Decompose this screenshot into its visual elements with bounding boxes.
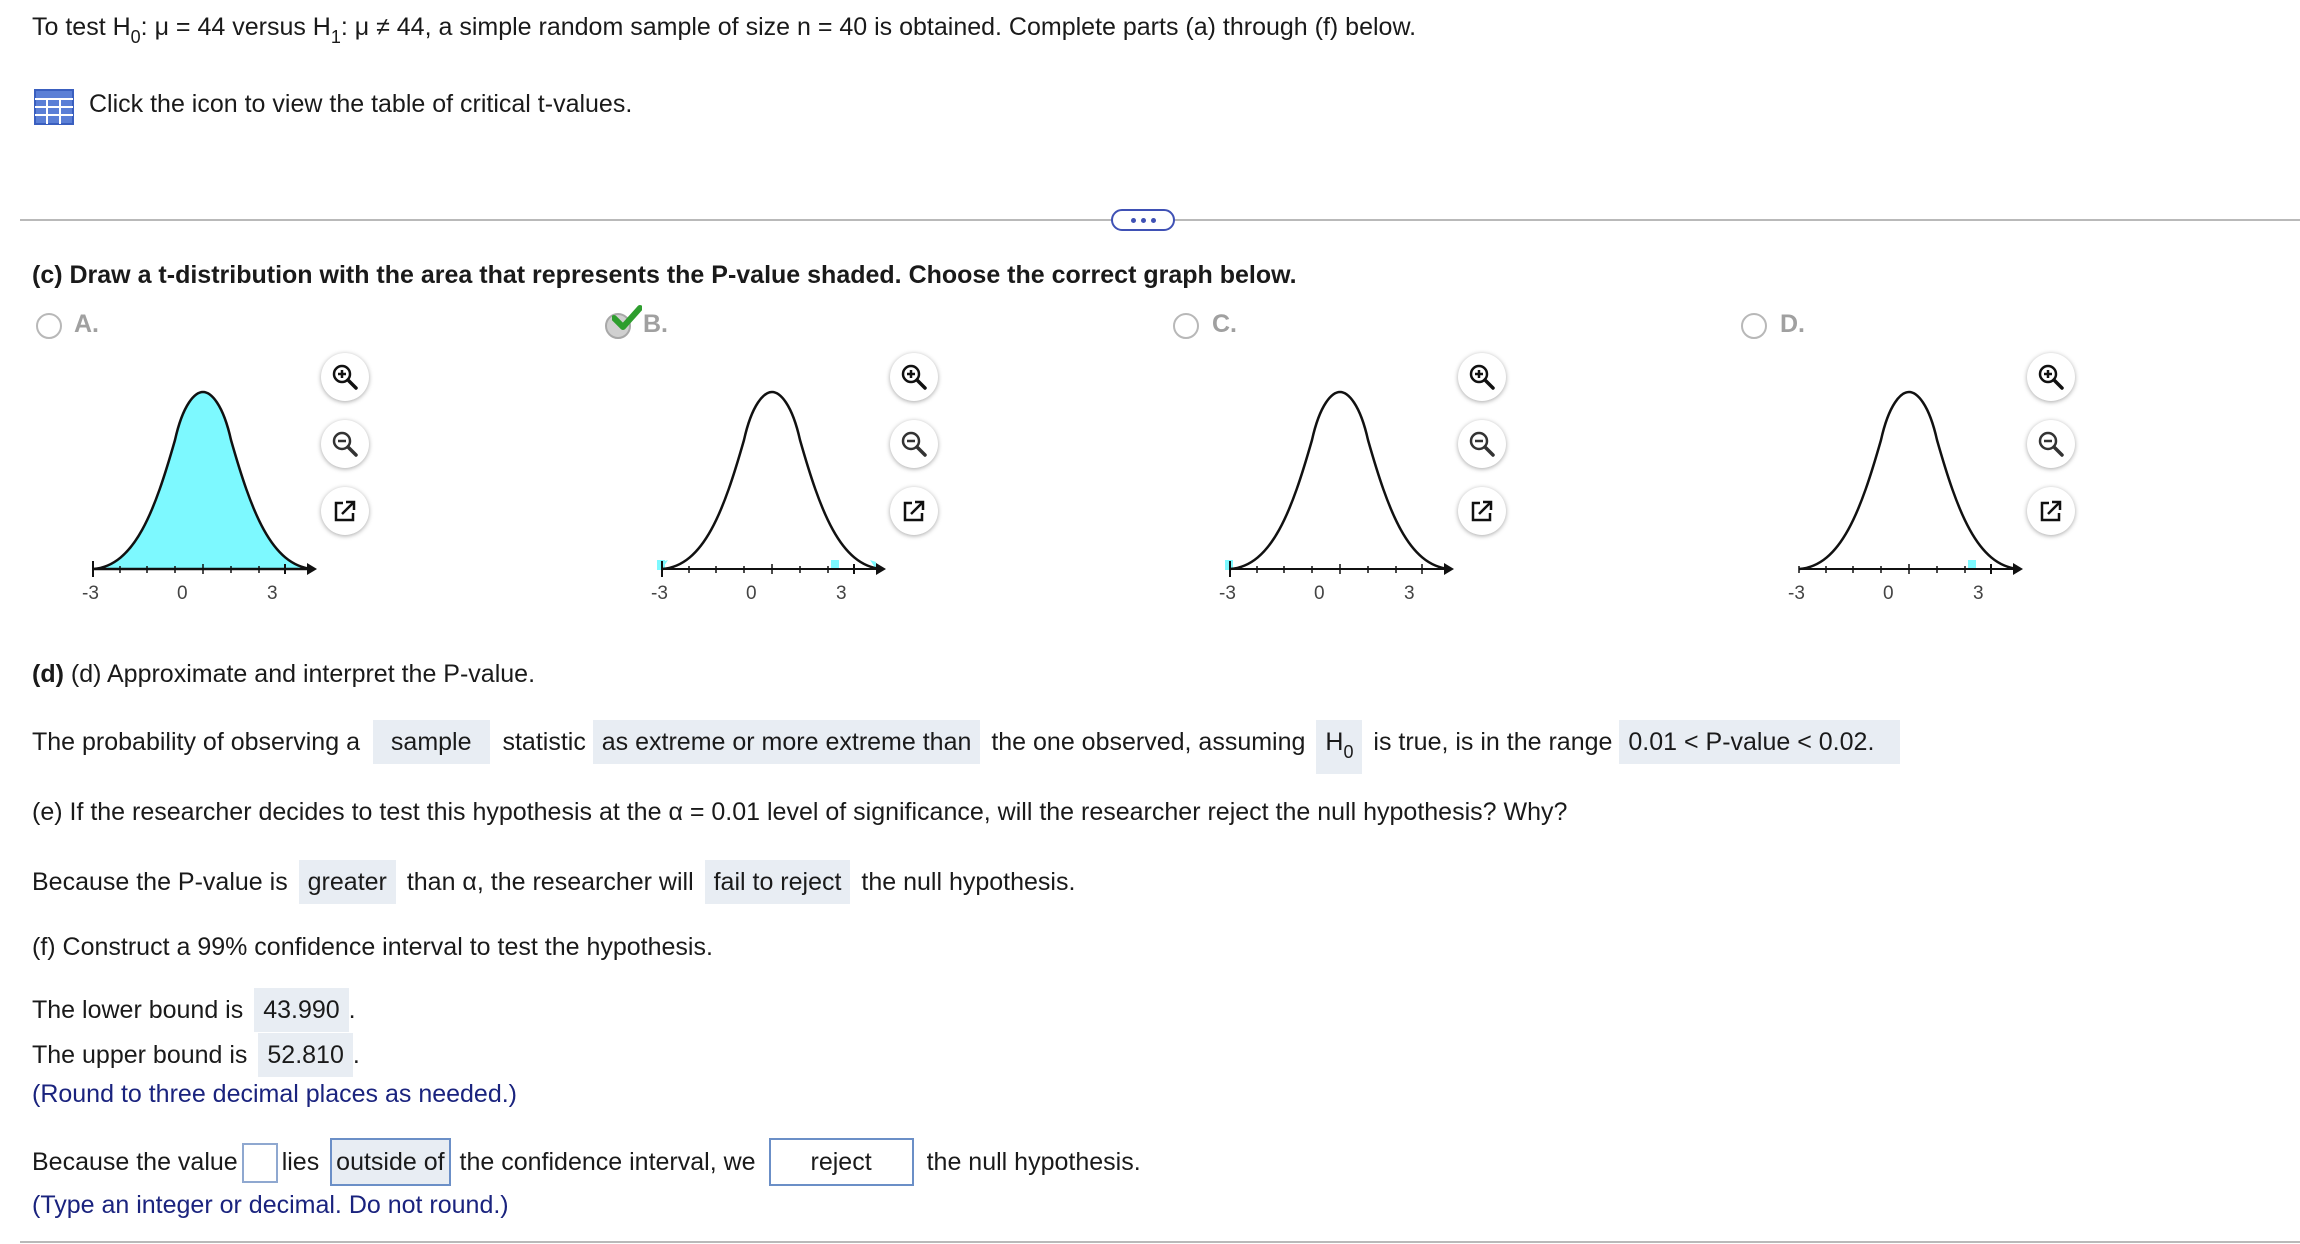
zoom-in-button[interactable]	[1458, 353, 1506, 401]
zoom-out-button[interactable]	[1458, 420, 1506, 468]
tick-label: -3	[651, 583, 668, 604]
open-external-icon	[1469, 498, 1495, 524]
part-e-sentence: Because the P-value is greater than α, the researcher will fail to reject the null hypothesis.	[32, 858, 1075, 906]
zoom-out-button[interactable]	[321, 420, 369, 468]
expand-ellipsis-button[interactable]	[1111, 209, 1175, 231]
check-icon	[612, 305, 642, 336]
fail-to-reject-answer[interactable]: fail to reject	[705, 860, 851, 904]
zoom-out-icon	[900, 430, 928, 458]
zoom-in-icon	[1468, 363, 1496, 391]
tick-label: 0	[746, 583, 757, 604]
zoom-in-icon	[2037, 363, 2065, 391]
zoom-out-button[interactable]	[2027, 420, 2075, 468]
round-note: (Round to three decimal places as needed.)	[32, 1080, 518, 1108]
option-c-radio[interactable]	[1173, 313, 1199, 339]
zoom-in-icon	[331, 363, 359, 391]
open-graph-button[interactable]	[890, 487, 938, 535]
open-graph-button[interactable]	[2027, 487, 2075, 535]
zoom-out-icon	[331, 430, 359, 458]
greater-answer[interactable]: greater	[299, 860, 396, 904]
open-graph-button[interactable]	[1458, 487, 1506, 535]
lower-bound-value[interactable]: 43.990	[254, 988, 348, 1032]
zoom-in-button[interactable]	[2027, 353, 2075, 401]
problem-statement: To test $H_0$: μ = 44 versus $H_1$: μ ≠ 44, a simple random sample of size n = 40 is obtained. Complete parts (a) through (f) below.	[32, 13, 1417, 47]
type-note: (Type an integer or decimal. Do not round.)	[32, 1191, 509, 1219]
part-e-heading: (e) If the researcher decides to test this hypothesis at the α = 0.01 level of significance, will the researcher reject the null hypothesis? Why?	[32, 798, 1568, 826]
graph-option-d[interactable]	[1791, 380, 2031, 600]
tick-label: 0	[1314, 583, 1325, 604]
graph-option-a[interactable]	[85, 380, 325, 600]
open-external-icon	[332, 498, 358, 524]
outside-of-select[interactable]: outside of	[330, 1138, 450, 1186]
zoom-in-icon	[900, 363, 928, 391]
tick-label: -3	[82, 583, 99, 604]
lower-bound-row: The lower bound is 43.990 .	[32, 988, 356, 1032]
extreme-answer[interactable]: as extreme or more extreme than	[593, 720, 981, 764]
option-d-label[interactable]: D.	[1780, 310, 1805, 338]
part-d-sentence: The probability of observing a sample statistic as extreme or more extreme than the one observed, assuming $H_0$ is true, is in the range 0.01 < P-value < 0.02.	[32, 718, 1900, 774]
tick-label: 3	[1973, 583, 1984, 604]
tick-label: 0	[1883, 583, 1894, 604]
open-external-icon	[2038, 498, 2064, 524]
zoom-in-button[interactable]	[890, 353, 938, 401]
tick-label: 3	[836, 583, 847, 604]
tick-label: -3	[1788, 583, 1805, 604]
option-d-radio[interactable]	[1741, 313, 1767, 339]
table-grid-icon[interactable]	[34, 89, 74, 125]
option-c-label[interactable]: C.	[1212, 310, 1237, 338]
sample-answer[interactable]: sample	[373, 720, 490, 764]
option-a-radio[interactable]	[36, 313, 62, 339]
open-graph-button[interactable]	[321, 487, 369, 535]
reject-select[interactable]: reject	[769, 1138, 914, 1186]
zoom-out-button[interactable]	[890, 420, 938, 468]
value-input[interactable]	[242, 1143, 278, 1183]
part-c-prompt: (c) Draw a t-distribution with the area that represents the P-value shaded. Choose the correct graph below.	[32, 261, 1297, 289]
option-b-label[interactable]: B.	[643, 310, 668, 338]
zoom-in-button[interactable]	[321, 353, 369, 401]
upper-bound-value[interactable]: 52.810	[258, 1033, 352, 1077]
graph-option-b[interactable]	[654, 380, 894, 600]
tick-label: -3	[1219, 583, 1236, 604]
h0-answer[interactable]: $H_0$	[1316, 720, 1362, 774]
graph-option-c[interactable]	[1222, 380, 1462, 600]
zoom-out-icon	[1468, 430, 1496, 458]
option-a-label[interactable]: A.	[74, 310, 99, 338]
bottom-divider	[20, 1241, 2300, 1243]
conclusion-sentence: Because the value lies outside of the confidence interval, we reject the null hypothesis.	[32, 1138, 1141, 1186]
tick-label: 3	[1404, 583, 1415, 604]
open-external-icon	[901, 498, 927, 524]
pvalue-range-answer[interactable]: 0.01 < P-value < 0.02.	[1619, 720, 1900, 764]
table-link-label[interactable]: Click the icon to view the table of critical t-values.	[89, 90, 633, 118]
tick-label: 0	[177, 583, 188, 604]
zoom-out-icon	[2037, 430, 2065, 458]
tick-label: 3	[267, 583, 278, 604]
part-d-heading: (d) (d) Approximate and interpret the P-value.	[32, 660, 536, 688]
upper-bound-row: The upper bound is 52.810 .	[32, 1033, 360, 1077]
part-f-heading: (f) Construct a 99% confidence interval to test the hypothesis.	[32, 933, 713, 961]
